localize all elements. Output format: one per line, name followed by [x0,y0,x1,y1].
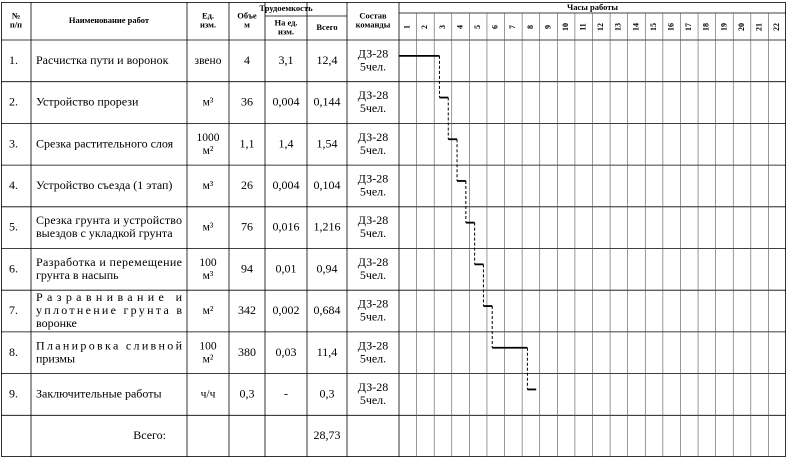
hour-label: 15 [648,23,658,31]
header-labor-per-unit-line: изм. [277,26,295,37]
row-crew [358,130,389,157]
row-unit-line: звено [194,54,222,67]
hour-label: 12 [596,23,606,31]
row-crew-line: ДЗ-28 [357,46,389,61]
summary-total [314,428,341,442]
row-crew [358,255,389,282]
row-volume [244,53,250,67]
row-labor-per-unit [273,94,300,108]
row-unit [199,340,217,365]
row-num [9,219,18,233]
row-num-line: 3. [9,136,18,150]
row-num-line: 7. [9,302,18,317]
row-labor-total-line: 1,216 [313,219,341,234]
header-hours [567,2,618,12]
row-unit-line: м³ [202,221,214,234]
hour-label: 11 [578,23,588,31]
row-unit-line: м² [202,144,214,157]
hour-label: 18 [701,23,711,31]
row-crew-line: 5чел. [359,351,387,365]
header-labor-total-line: Всего [316,21,338,32]
row-work-name-line: воронке [36,315,77,330]
row-unit-line: 100 [199,256,217,269]
row-work-name [36,386,162,400]
row-volume [240,136,255,150]
header-hours-line: Часы работы [566,2,619,12]
row-num [9,386,18,400]
row-crew-line: 5чел. [359,267,387,282]
row-crew-line: 5чел. [359,100,387,115]
row-volume [241,261,253,275]
row-unit [203,221,214,233]
header-labor-total [316,22,337,32]
row-crew-line: 5чел. [359,59,387,74]
row-work-name-line: грунта в насыпь [36,267,119,282]
header-unit [200,10,216,29]
row-num [9,303,18,317]
row-unit-line: м² [202,304,214,317]
hour-label: 14 [631,23,641,31]
row-unit-line: 100 [199,339,217,352]
header-labor-line: Трудоемкость [259,2,313,13]
row-labor-per-unit-line: 0,016 [272,219,300,234]
row-labor-total [317,136,338,150]
row-num-line: 4. [9,177,18,192]
row-unit [201,388,216,400]
row-volume-line: 1,1 [239,136,255,150]
header-unit-line: изм. [199,19,217,30]
row-crew-line: 5чел. [359,184,387,199]
row-crew-line: ДЗ-28 [357,129,389,144]
row-labor-total [320,386,335,400]
row-work-name [36,136,174,150]
row-labor-total-line: 0,3 [319,386,335,401]
header-labor [259,3,313,13]
row-unit-line: м³ [202,179,214,192]
row-work-name [36,213,182,240]
row-work-name-line: призмы [36,351,76,365]
row-unit [203,305,214,317]
row-work-name [36,178,172,192]
summary-total-line: 28,73 [313,427,341,442]
row-labor-total [317,261,338,275]
row-crew-line: 5чел. [359,392,387,407]
hour-label: 6 [490,25,500,29]
row-volume [241,94,253,108]
row-unit [203,180,214,192]
row-unit [195,54,222,66]
hour-label: 10 [560,23,570,31]
header-volume-line: м [244,19,250,30]
header-num-line: п/п [9,19,23,30]
row-labor-per-unit [273,219,300,233]
row-labor-total [314,178,341,192]
row-num [9,94,18,108]
row-num [9,178,18,192]
row-labor-per-unit-line: 1,4 [278,136,294,150]
row-labor-per-unit [279,53,294,67]
row-crew-line: ДЗ-28 [357,338,389,352]
row-crew-line: 5чел. [359,142,387,157]
row-labor-per-unit [273,303,300,317]
row-work-name-line: Заключительные работы [36,386,162,401]
row-labor-total [314,219,341,233]
row-work-name [36,290,183,330]
row-work-name-line: уплотнение грунта в [36,302,182,317]
summary-label [133,428,166,442]
row-work-name [36,94,139,108]
row-volume [238,345,256,359]
row-labor-per-unit-line: - [284,386,288,401]
row-crew [358,171,389,198]
hour-label: 4 [455,25,465,29]
row-volume-line: 4 [244,52,250,67]
hour-label: 7 [508,25,518,29]
row-work-name-line: Срезка растительного слоя [36,136,174,150]
row-labor-total [314,94,341,108]
row-unit [197,131,220,156]
row-labor-per-unit-line: 0,004 [272,94,300,109]
summary-label-line: Всего: [133,427,166,442]
row-labor-total [317,53,338,67]
row-num [9,261,18,275]
header-name-line: Наименование работ [68,14,150,25]
row-num [9,53,18,67]
header-crew-line: команды [355,19,391,30]
row-crew-line: ДЗ-28 [357,212,389,227]
row-labor-per-unit [276,345,297,359]
work-schedule-table [1,2,786,457]
row-work-name-line: выездов с укладкой грунта [36,225,173,240]
row-labor-total-line: 1,54 [316,136,338,150]
row-labor-per-unit-line: 3,1 [278,52,294,67]
row-volume-line: 94 [241,261,253,276]
row-num-line: 8. [9,344,18,359]
header-labor-per-unit [274,17,297,36]
hour-label: 22 [772,23,782,31]
row-num-line: 5. [9,219,18,234]
hour-label: 21 [754,23,764,31]
hour-label: 8 [525,25,535,29]
row-crew-line: ДЗ-28 [357,254,389,269]
row-num-line: 2. [9,94,18,109]
row-labor-total-line: 0,104 [313,177,341,192]
row-labor-total-line: 0,144 [313,94,341,109]
row-work-name [36,255,182,282]
row-crew-line: 5чел. [359,309,387,324]
row-unit-line: м³ [202,269,214,282]
row-crew [358,46,389,73]
header-volume [237,10,257,29]
row-volume-line: 26 [241,177,253,192]
row-unit [199,256,217,281]
row-labor-per-unit-line: 0,03 [275,344,297,359]
row-labor-per-unit-line: 0,002 [272,302,300,317]
hour-label: 9 [543,25,553,29]
row-unit [203,96,214,108]
header-num [10,10,22,29]
row-crew [358,338,389,365]
row-labor-total-line: 0,94 [316,261,338,276]
row-volume [240,386,255,400]
row-crew-line: ДЗ-28 [357,171,389,186]
row-work-name [36,338,183,365]
row-unit-line: м² [202,352,214,365]
row-volume [241,178,253,192]
row-work-name-line: Устройство съезда (1 этап) [36,177,173,192]
row-labor-total-line: 12,4 [316,52,338,67]
row-labor-total [314,303,341,317]
row-volume [241,219,253,233]
header-labor-per-unit-line: На ед. [274,17,298,28]
row-unit-line: ч/ч [200,388,216,401]
row-crew [358,213,389,240]
row-work-name-line: Устройство прорези [36,94,139,109]
row-work-name-line: Разравнивание и [36,289,182,304]
header-crew [356,10,391,29]
hour-label: 2 [420,25,430,29]
row-work-name [36,53,169,67]
row-crew-line: ДЗ-28 [357,87,389,102]
row-labor-total-line: 0,684 [313,302,341,317]
row-num [9,345,18,359]
row-num-line: 9. [9,386,18,401]
row-labor-total [317,345,338,359]
hour-label: 3 [437,25,447,29]
row-unit-line: 1000 [196,131,220,144]
row-work-name-line: Планировка сливной [36,338,182,352]
hour-label: 16 [666,23,676,31]
row-crew-line: ДЗ-28 [357,379,389,394]
row-unit-line: м³ [202,96,214,109]
row-crew-line: 5чел. [359,225,387,240]
row-volume-line: 0,3 [239,386,255,401]
hour-label: 19 [719,23,729,31]
row-volume [238,303,256,317]
row-crew-line: ДЗ-28 [357,296,389,311]
header-num-line: № [11,10,21,21]
hour-label: 1 [402,25,412,29]
row-work-name-line: Разработка и перемещение [36,254,182,269]
header-unit-line: Ед. [201,10,215,21]
row-num-line: 6. [9,261,18,276]
row-volume-line: 36 [241,94,253,109]
header-volume-line: Объе [237,10,257,21]
row-labor-per-unit-line: 0,01 [275,261,297,276]
hour-label: 5 [472,25,483,29]
row-crew [358,296,389,323]
row-labor-per-unit [276,261,297,275]
row-volume-line: 76 [241,219,253,234]
row-labor-per-unit [273,178,300,192]
hour-label: 17 [684,23,694,31]
row-work-name-line: Расчистка пути и воронок [36,52,169,67]
row-labor-per-unit [279,136,294,150]
header-name [69,15,150,25]
row-labor-per-unit-line: 0,004 [272,177,300,192]
row-num-line: 1. [9,52,18,67]
row-volume-line: 380 [238,344,256,359]
row-labor-per-unit [284,386,288,400]
row-crew [358,88,389,115]
row-labor-total-line: 11,4 [316,344,338,359]
hour-label: 13 [613,23,623,31]
row-num [9,136,18,150]
hour-label: 20 [736,23,746,31]
row-crew [358,380,389,407]
row-work-name-line: Срезка грунта и устройство [36,212,182,227]
header-crew-line: Состав [359,10,387,21]
row-volume-line: 342 [238,302,256,317]
